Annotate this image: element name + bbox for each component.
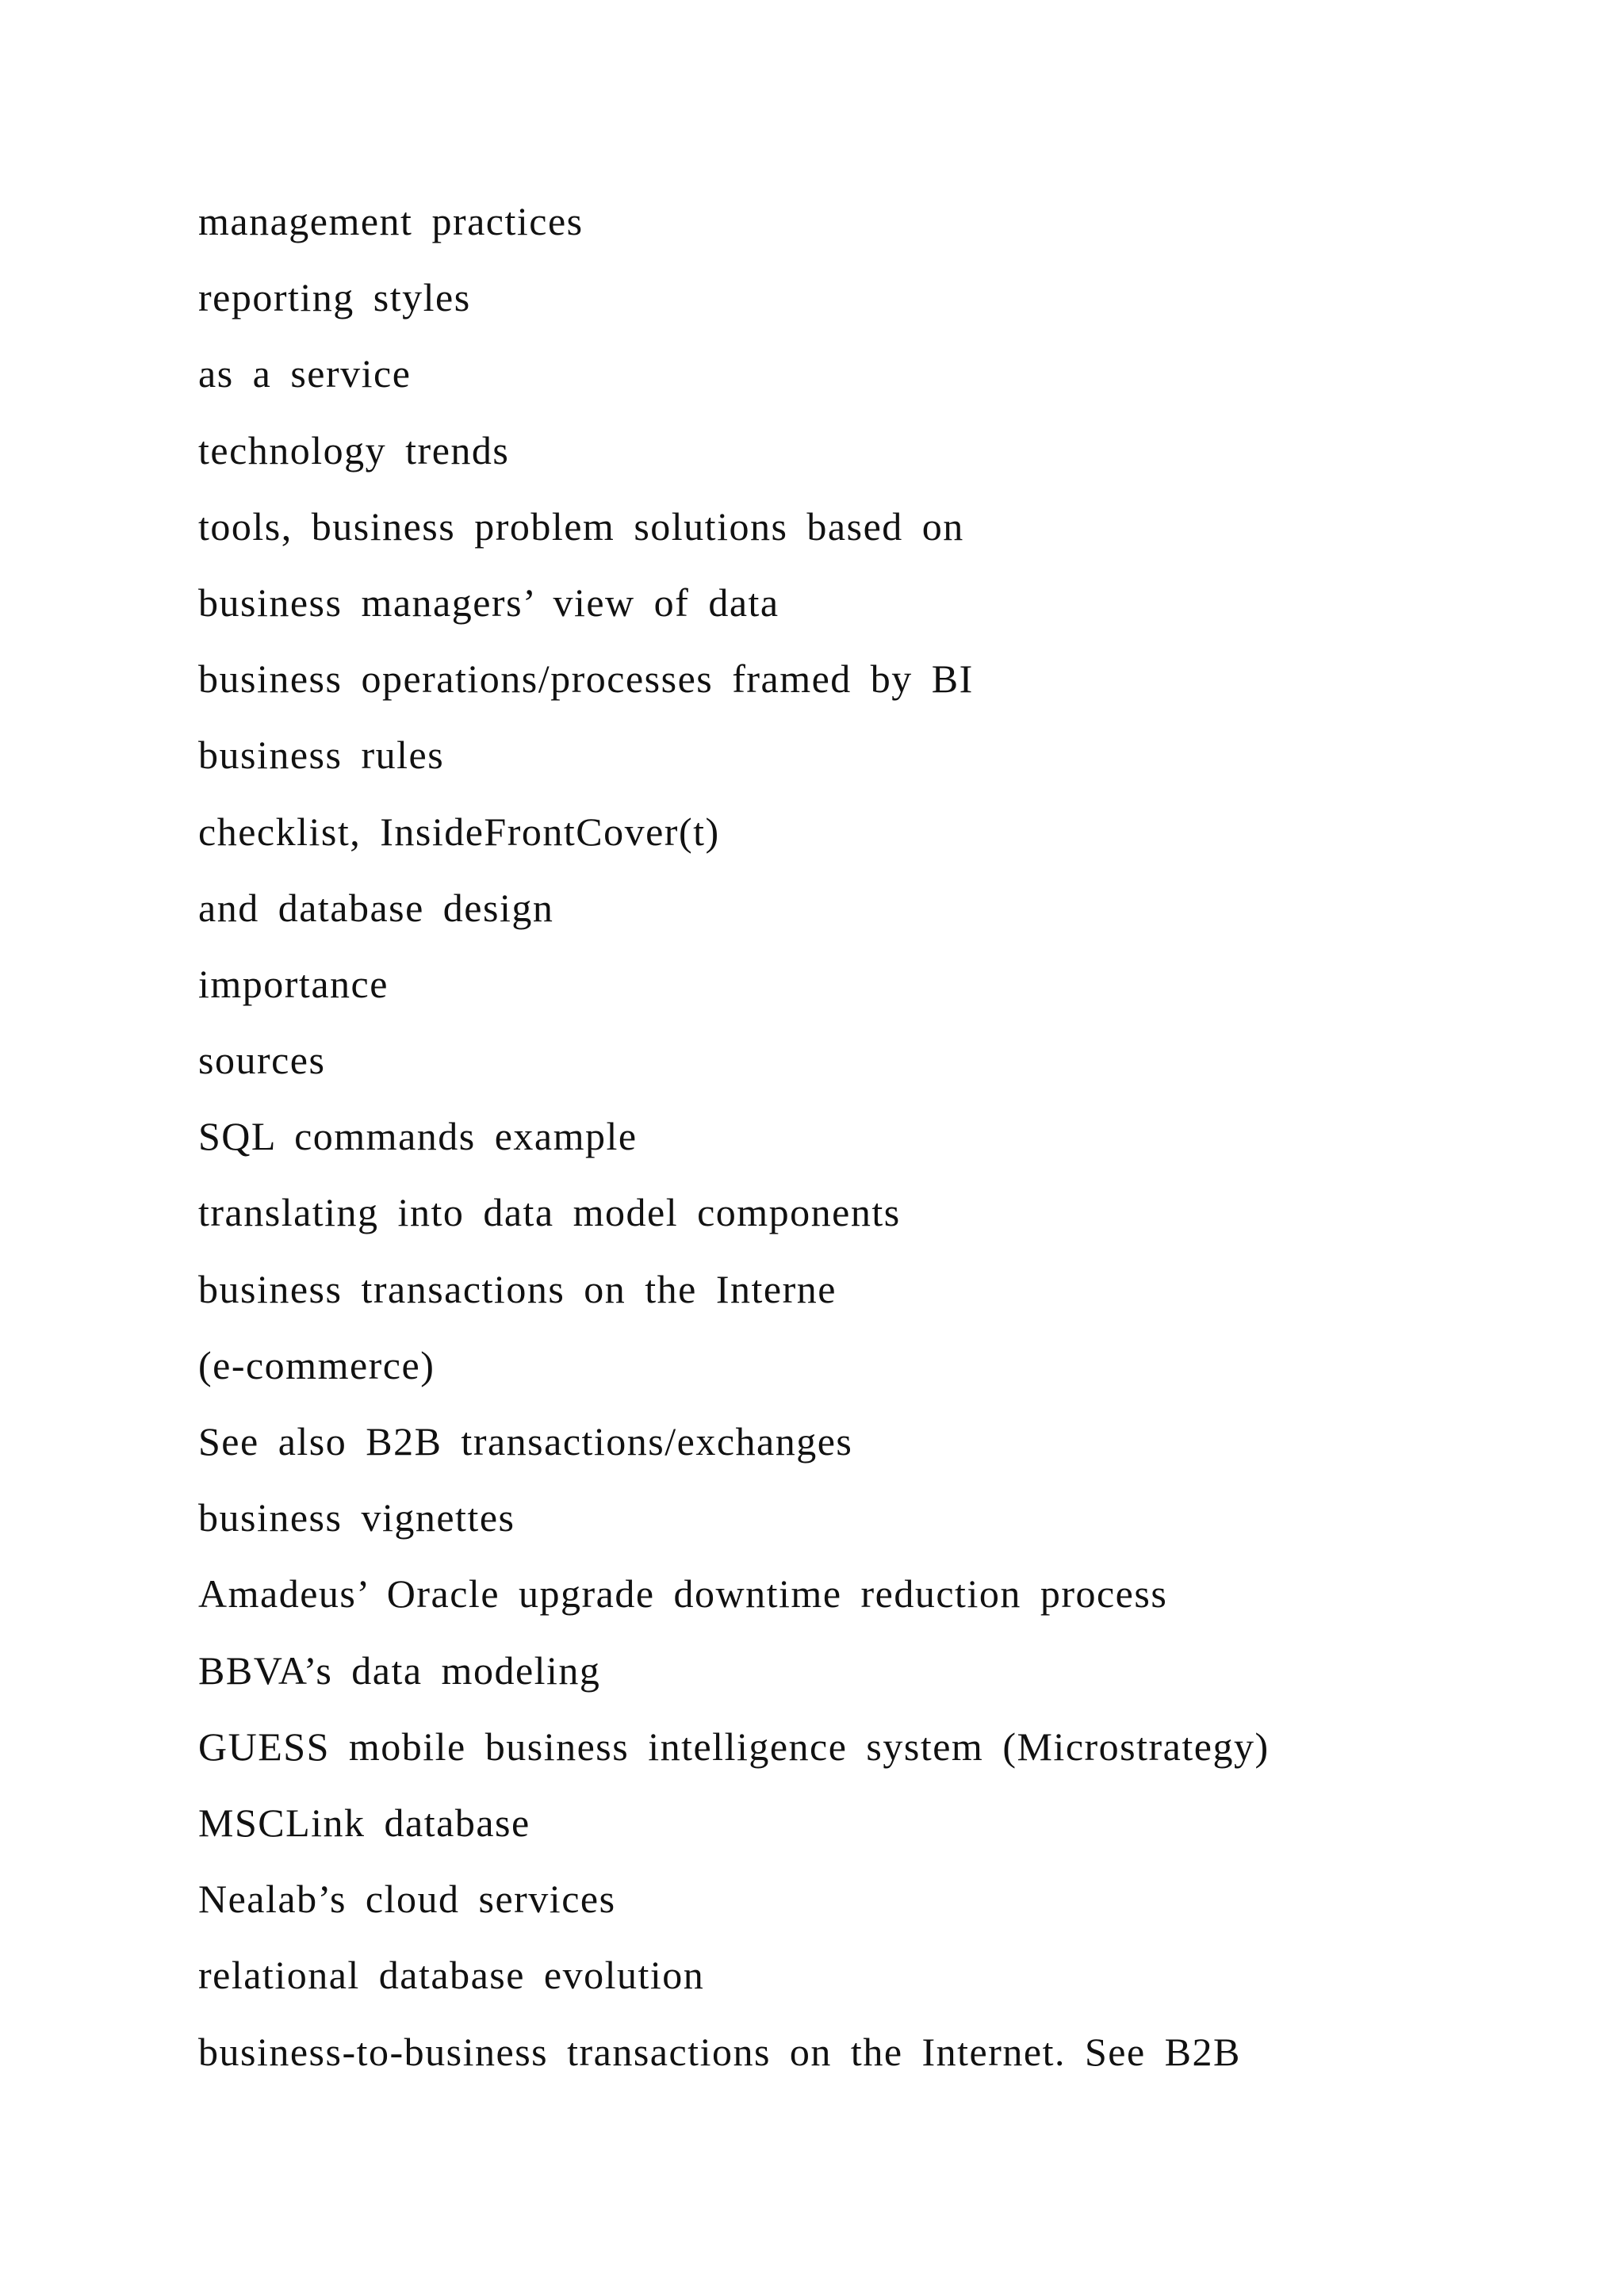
index-entry: tools, business problem solutions based on: [198, 503, 964, 549]
index-entry: business managers’ view of data: [198, 580, 779, 625]
index-entry: BBVA’s data modeling: [198, 1647, 601, 1693]
index-entry: business operations/processes framed by BI: [198, 656, 974, 702]
index-entry: sources: [198, 1038, 326, 1083]
index-entries: [198, 195, 1270, 2102]
index-entry: reporting styles: [198, 275, 471, 320]
index-entry: as a service: [198, 351, 412, 396]
index-entry: See also B2B transactions/exchanges: [198, 1419, 853, 1464]
index-entry: importance: [198, 961, 389, 1006]
index-entry: business-to-business transactions on the Internet. See B2B: [198, 2029, 1241, 2074]
index-entry: business vignettes: [198, 1495, 515, 1540]
index-entry: Amadeus’ Oracle upgrade downtime reduction process: [198, 1571, 1168, 1617]
index-entry: technology trends: [198, 427, 510, 473]
index-entry: management practices: [198, 199, 584, 243]
index-entry: (e-commerce): [198, 1342, 435, 1387]
index-entry: business rules: [198, 733, 445, 778]
index-entry: translating into data model components: [198, 1190, 901, 1235]
index-entry: Nealab’s cloud services: [198, 1877, 616, 1922]
index-entry: and database design: [198, 885, 554, 930]
index-entry: SQL commands example: [198, 1114, 638, 1159]
index-entry: relational database evolution: [198, 1953, 705, 1998]
index-entry: MSCLink database: [198, 1800, 530, 1845]
index-entry: GUESS mobile business intelligence system (Microstrategy): [198, 1724, 1270, 1769]
index-entry: checklist, InsideFrontCover(t): [198, 809, 720, 854]
index-entry: business transactions on the Interne: [198, 1266, 837, 1311]
